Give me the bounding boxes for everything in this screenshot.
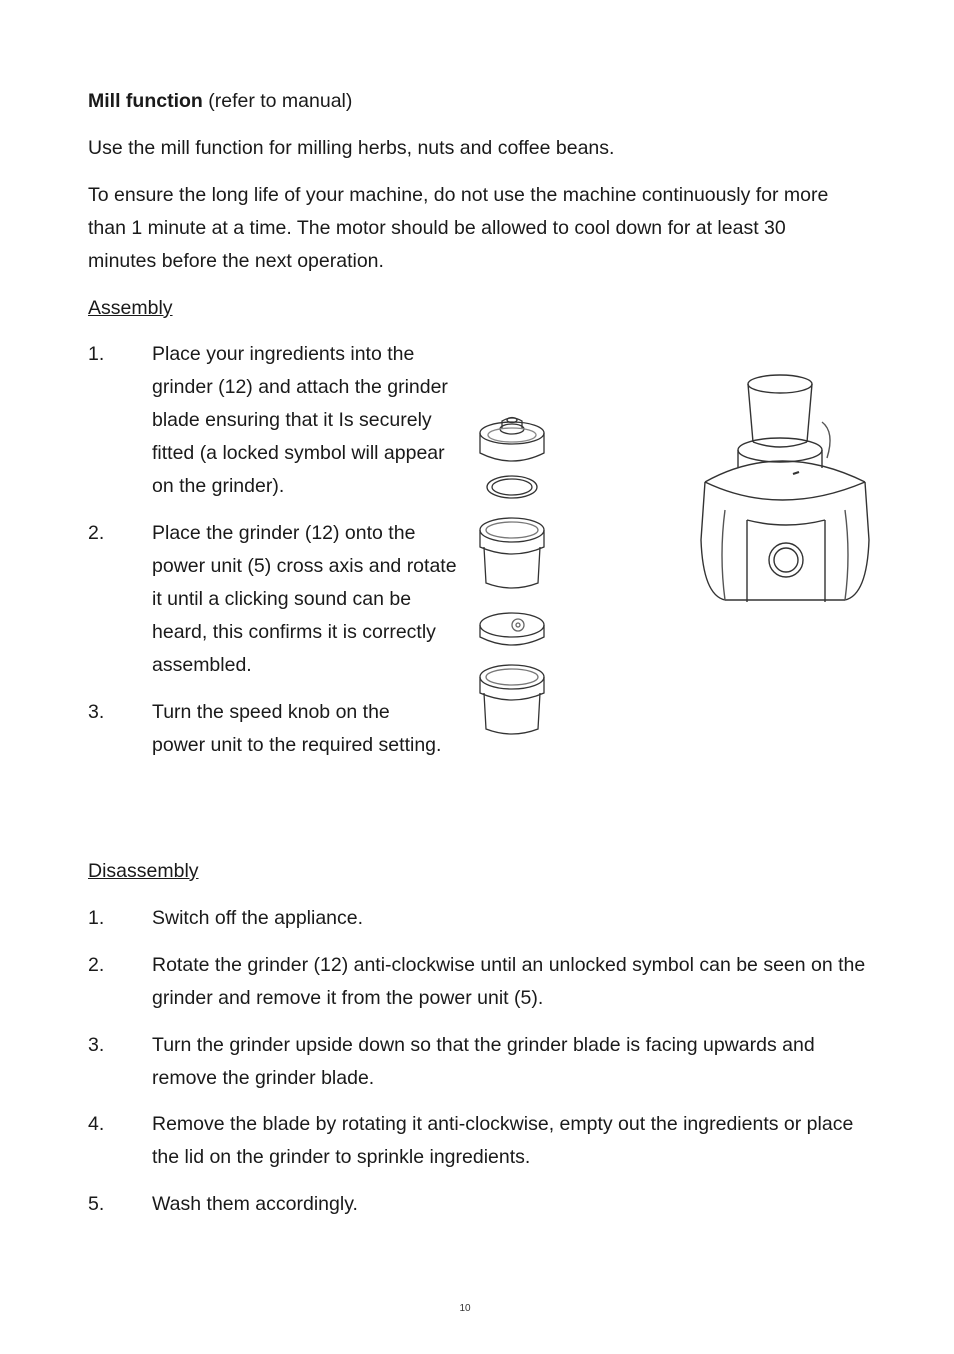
intro-paragraph: Use the mill function for milling herbs, nuts and coffee beans. — [88, 137, 615, 159]
assembly-step-number: 2. — [88, 522, 105, 544]
disassembly-step-text: Wash them accordingly. — [152, 1193, 358, 1215]
disassembly-step-number: 4. — [88, 1113, 105, 1135]
assembly-title: Assembly — [88, 297, 173, 319]
assembly-step-number: 3. — [88, 701, 105, 723]
assembly-step-text: Turn the speed knob on the power unit to the required setting. — [152, 701, 442, 756]
disassembly-step-text: Rotate the grinder (12) anti-clockwise until an unlocked symbol can be seen on the grinder and remove it from the power unit (5). — [152, 954, 866, 1009]
disassembly-step-number: 2. — [88, 954, 105, 976]
assembly-step-text: Place the grinder (12) onto the power unit (5) cross axis and rotate it until a clicking sound can be heard, this confirms it is correctly assembled. — [152, 522, 457, 676]
disassembly-title: Disassembly — [88, 860, 199, 882]
section-heading — [88, 85, 888, 118]
disassembly-step-text: Remove the blade by rotating it anti-clockwise, empty out the ingredients or place the lid on the grinder to sprinkle ingredients. — [152, 1113, 854, 1168]
warning-paragraph: To ensure the long life of your machine, do not use the machine continuously for more than 1 minute at a time. The motor should be allowed to cool down for at least 30 minutes before the next operation. — [88, 184, 829, 272]
grinder-exploded-illustration — [470, 365, 560, 745]
heading-note: (refer to manual) — [202, 90, 353, 112]
heading-title: Mill function — [88, 90, 203, 112]
disassembly-step-text: Turn the grinder upside down so that the grinder blade is facing upwards and remove the grinder blade. — [152, 1034, 815, 1089]
assembled-appliance-illustration — [695, 370, 885, 615]
disassembly-step-number: 3. — [88, 1034, 105, 1056]
disassembly-step-number: 1. — [88, 907, 105, 929]
page-number: 10 — [459, 1303, 471, 1314]
assembly-step-text: Place your ingredients into the grinder (12) and attach the grinder blade ensuring that it Is securely fitted (a locked symbol will appear on the grinder). — [152, 343, 448, 497]
disassembly-step-number: 5. — [88, 1193, 105, 1215]
assembly-step-number: 1. — [88, 343, 105, 365]
disassembly-step-text: Switch off the appliance. — [152, 907, 364, 929]
